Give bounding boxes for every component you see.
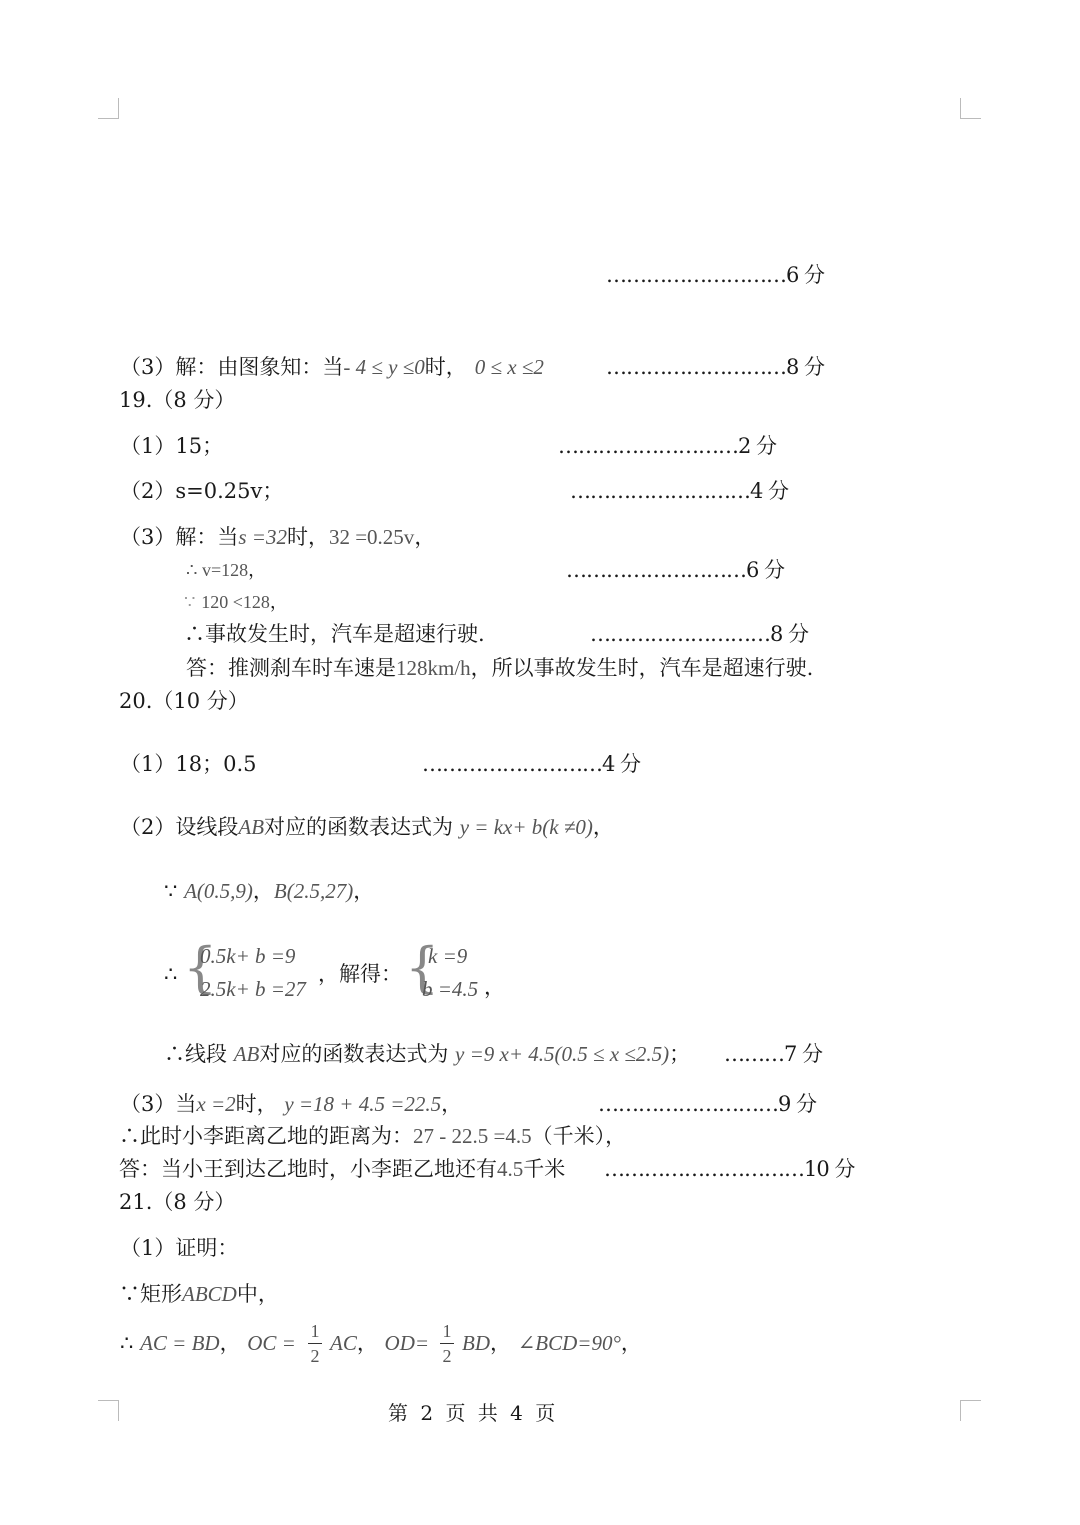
q20-solution <box>422 940 478 1006</box>
q21-half-num-1: 1 <box>310 1321 320 1341</box>
q19-part3-comma: ， <box>414 525 436 549</box>
q20-point-b: B(2.5,27) <box>273 879 354 903</box>
q19-part1: （1）15； <box>120 434 224 458</box>
q20-seg: AB <box>238 815 265 839</box>
q19-part3-when: 时， <box>286 525 329 549</box>
q20-part3-end: ， <box>441 1092 463 1116</box>
score-q20-ans: …………………………10 分 <box>604 1157 855 1181</box>
q20-part1: （1）18；0.5 <box>120 752 257 776</box>
q20-part3-when: 时， <box>235 1092 278 1116</box>
q20-because: ∵ <box>164 879 178 903</box>
q19-step2 <box>184 590 288 615</box>
q21-mid <box>330 1331 429 1355</box>
crop-mark-top-left <box>98 98 119 119</box>
q21-od: OD= <box>384 1331 430 1355</box>
q20-points <box>164 879 374 903</box>
score-q18-3: ………………………8 分 <box>606 355 825 379</box>
q20-part3 <box>120 1092 462 1116</box>
q19-answer-speed: 128km/h <box>396 656 471 680</box>
q20-part3-cond: x =2 <box>196 1092 236 1116</box>
q20-sol2: b =4.5 <box>422 977 479 1001</box>
q19-step1 <box>186 558 266 583</box>
q18-part3-when: 时， <box>424 355 467 379</box>
q20-eq1: 0.5k+ b =9 <box>200 944 296 968</box>
q21-half-num-2: 1 <box>442 1321 452 1341</box>
crop-mark-bottom-left <box>98 1400 119 1421</box>
q21-end <box>462 1331 642 1355</box>
q20-part2-expr: y = kx+ b(k ≠0) <box>459 815 593 839</box>
q21-half-2 <box>440 1321 454 1366</box>
q20-part2-mid: 对应的函数表达式为 <box>264 815 454 839</box>
score-q20-2: ………7 分 <box>724 1042 823 1066</box>
q20-answer <box>119 1157 565 1181</box>
q20-part2-end: ， <box>592 815 614 839</box>
q19-step2-comma: ， <box>269 592 288 613</box>
crop-mark-bottom-right <box>960 1400 981 1421</box>
q21-oc: OC = <box>247 1331 296 1355</box>
crop-mark-top-right <box>960 98 981 119</box>
q21-because-suffix: 中， <box>236 1282 279 1306</box>
q20-part3-prefix: （3）当 <box>120 1092 197 1116</box>
q18-part3-result: 0 ≤ x ≤2 <box>474 355 544 379</box>
q20-header: 20.（10 分） <box>119 689 249 713</box>
q21-half-den-1: 2 <box>310 1346 320 1366</box>
q21-because-prefix: ∵矩形 <box>119 1282 182 1306</box>
q19-part3-cond: s =32 <box>238 525 287 549</box>
score-q19-2: ………………………4 分 <box>570 479 789 503</box>
q20-sep: ， <box>252 879 274 903</box>
q18-part3 <box>120 355 544 379</box>
brace-right: { <box>405 936 440 999</box>
q20-points-end: ， <box>353 879 375 903</box>
q21-c1: ， <box>219 1331 241 1355</box>
q20-conc-end: ； <box>669 1042 691 1066</box>
q20-conclusion <box>164 1042 690 1066</box>
score-q20-3: ………………………9 分 <box>598 1092 817 1116</box>
q20-distance <box>119 1124 626 1148</box>
q20-conc-seg: AB <box>233 1042 260 1066</box>
q19-part2: （2）s=0.25v； <box>120 479 284 503</box>
q19-header: 19.（8 分） <box>119 388 236 412</box>
because-symbol: ∵ <box>184 592 196 613</box>
q18-part3-prefix: （3）解：由图象知：当 <box>120 355 344 379</box>
q18-part3-cond: - 4 ≤ y ≤0 <box>343 355 425 379</box>
q21-half-den-2: 2 <box>442 1346 452 1366</box>
q21-ac: AC <box>330 1331 357 1355</box>
q20-part2-prefix: （2）设线段 <box>120 815 239 839</box>
q19-step1-comma: ， <box>248 560 267 581</box>
score-q19-1: ………………………2 分 <box>558 434 777 458</box>
q21-bd: BD <box>462 1331 490 1355</box>
q21-therefore-line <box>120 1331 296 1355</box>
q21-because <box>119 1282 279 1306</box>
q19-part3 <box>120 525 435 549</box>
brace-left: { <box>183 936 218 999</box>
q20-part3-expr: y =18 + 4.5 =22.5 <box>284 1092 442 1116</box>
q20-dist-expr: 27 - 22.5 =4.5 <box>413 1124 532 1148</box>
q21-header: 21.（8 分） <box>119 1190 236 1214</box>
q20-point-a: A(0.5,9) <box>184 879 253 903</box>
q19-answer-prefix: 答：推测刹车时车速是 <box>186 656 396 680</box>
q20-sol-end: ， <box>484 975 505 999</box>
q20-dist-unit: （千米）， <box>531 1124 627 1148</box>
q20-therefore: ∴ <box>164 962 178 986</box>
q20-conc-prefix: ∴线段 <box>164 1042 227 1066</box>
q19-step2-expr: 120 <128 <box>201 592 270 612</box>
q20-part2 <box>120 815 614 839</box>
q21-part1: （1）证明： <box>120 1236 239 1260</box>
q19-step3: ∴事故发生时，汽车是超速行驶. <box>184 622 485 646</box>
q21-half-1 <box>308 1321 322 1366</box>
q20-sol1: k =9 <box>428 944 468 968</box>
q20-dist-prefix: ∴此时小李距离乙地的距离为： <box>119 1124 413 1148</box>
q20-ans-val: 4.5 <box>497 1157 524 1181</box>
q20-conc-mid: 对应的函数表达式为 <box>259 1042 449 1066</box>
q19-step1-expr: ∴ v=128 <box>186 560 249 580</box>
q20-eq2: 2.5k+ b =27 <box>200 977 306 1001</box>
q19-part3-prefix: （3）解：当 <box>120 525 239 549</box>
q21-c3: ， <box>490 1331 511 1355</box>
q21-angle: ∠BCD=90° <box>517 1331 621 1355</box>
q20-system <box>200 940 306 1006</box>
q20-solved: ，解得： <box>318 962 402 986</box>
q21-ac-bd: AC = BD <box>140 1331 220 1355</box>
q19-answer-suffix: ，所以事故发生时，汽车是超速行驶. <box>470 656 814 680</box>
score-q19-3b: ………………………8 分 <box>590 622 809 646</box>
q21-rect: ABCD <box>182 1282 237 1306</box>
q21-c4: ， <box>620 1331 642 1355</box>
q21-c2: ， <box>356 1331 378 1355</box>
score-top: ………………………6 分 <box>606 263 825 287</box>
q19-part3-eq: 32 =0.25v <box>328 525 415 549</box>
page-footer: 第 2 页 共 4 页 <box>388 1401 559 1425</box>
score-q19-3a: ………………………6 分 <box>566 558 785 582</box>
q20-ans-prefix: 答：当小王到达乙地时，小李距乙地还有 <box>119 1157 497 1181</box>
q21-therefore: ∴ <box>120 1331 134 1355</box>
q20-conc-expr: y =9 x+ 4.5(0.5 ≤ x ≤2.5) <box>455 1042 670 1066</box>
q20-ans-unit: 千米 <box>523 1157 566 1181</box>
q19-answer <box>186 656 813 680</box>
score-q20-1: ………………………4 分 <box>422 752 641 776</box>
